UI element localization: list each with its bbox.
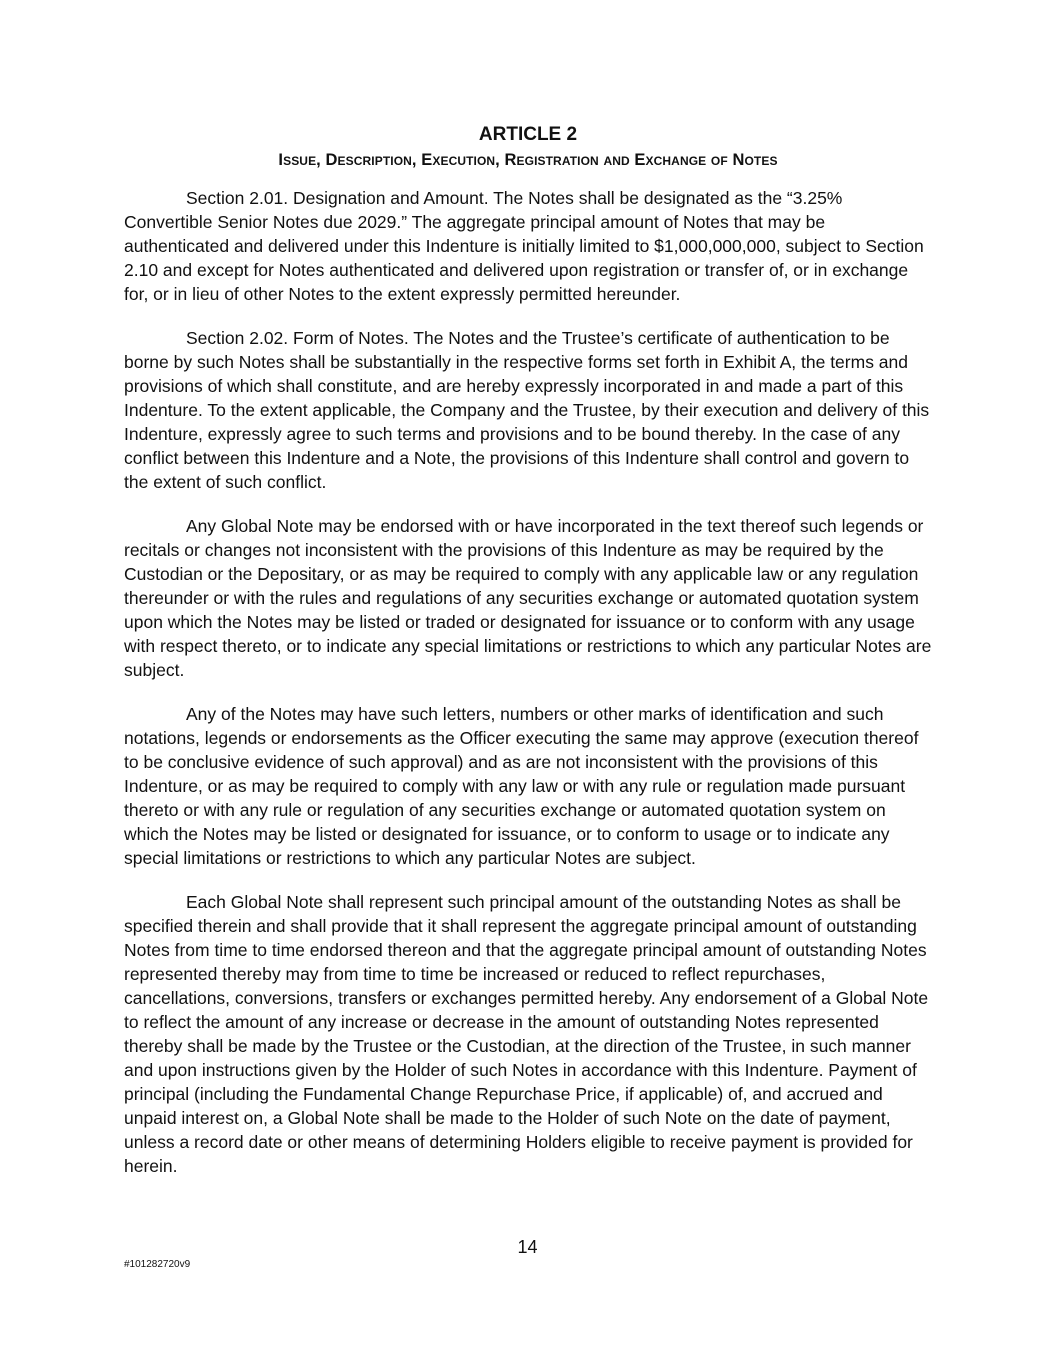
paragraph-section-2-02: Section 2.02. Form of Notes. The Notes and the Trustee’s certificate of authentication to be borne by such Notes shall be substantially in the respective forms set forth in Exhibit A, the terms and provisions of which shall constitute, and are hereby expressly incorporated in and made a part of this Indenture. To the extent applicable, the Company and the Trustee, by their execution and delivery of this Indenture, expressly agree to such terms and provisions and to be bound thereby. In the case of any conflict between this Indenture and a Note, the provisions of this Indenture shall control and govern to the extent of such conflict. bbox=[124, 328, 930, 492]
article-heading: ARTICLE 2 bbox=[478, 124, 578, 145]
paragraph-section-2-01: Section 2.01. Designation and Amount. The Notes shall be designated as the “3.25% Convertible Senior Notes due 2029.” The aggregate principal amount of Notes that may be authenticated and delivered under this Indenture is initially limited to $1,000,000,000, subject to Section 2.10 and except for Notes authenticated and delivered upon registration or transfer of, or in exchange for, or in lieu of other Notes to the extent expressly permitted hereunder. bbox=[124, 188, 924, 304]
document-id: #101282720v9 bbox=[124, 1259, 191, 1270]
document-body bbox=[124, 122, 932, 1198]
paragraph-notes-marks: Any of the Notes may have such letters, numbers or other marks of identification and such notations, legends or endorsements as the Officer executing the same may approve (execution thereof to be conclusive evidence of such approval) and as are not inconsistent with the provisions of this Indenture, or as may be required to comply with any law or with any rule or regulation made pursuant thereto or with any rule or regulation of any securities exchange or automated quotation system on which the Notes may be listed or designated for issuance, or to conform to usage or to indicate any special limitations or restrictions to which any particular Notes are subject. bbox=[124, 704, 919, 868]
article-subheading: Issue, Description, Execution, Registration and Exchange of Notes bbox=[278, 151, 778, 169]
page-number: 14 bbox=[517, 1237, 538, 1257]
paragraph-global-note-legends: Any Global Note may be endorsed with or have incorporated in the text thereof such legends or recitals or changes not inconsistent with the provisions of this Indenture as may be required by the Custodian or the Depositary, or as may be required to comply with any applicable law or any regulation thereunder or with the rules and regulations of any securities exchange or automated quotation system upon which the Notes may be listed or traded or designated for issuance or to conform with any usage with respect thereto, or to indicate any special limitations or restrictions to which any particular Notes are subject. bbox=[124, 516, 932, 680]
paragraph-global-note-principal: Each Global Note shall represent such principal amount of the outstanding Notes as shall be specified therein and shall provide that it shall represent the aggregate principal amount of outstanding Notes from time to time endorsed thereon and that the aggregate principal amount of outstanding Notes represented thereby may from time to time be increased or reduced to reflect repurchases, cancellations, conversions, transfers or exchanges permitted hereby. Any endorsement of a Global Note to reflect the amount of any increase or decrease in the amount of outstanding Notes represented thereby shall be made by the Trustee or the Custodian, at the direction of the Trustee, in such manner and upon instructions given by the Holder of such Notes in accordance with this Indenture. Payment of principal (including the Fundamental Change Repurchase Price, if applicable) of, and accrued and unpaid interest on, a Global Note shall be made to the Holder of such Note on the date of payment, unless a record date or other means of determining Holders eligible to receive payment is provided for herein. bbox=[124, 892, 929, 1176]
